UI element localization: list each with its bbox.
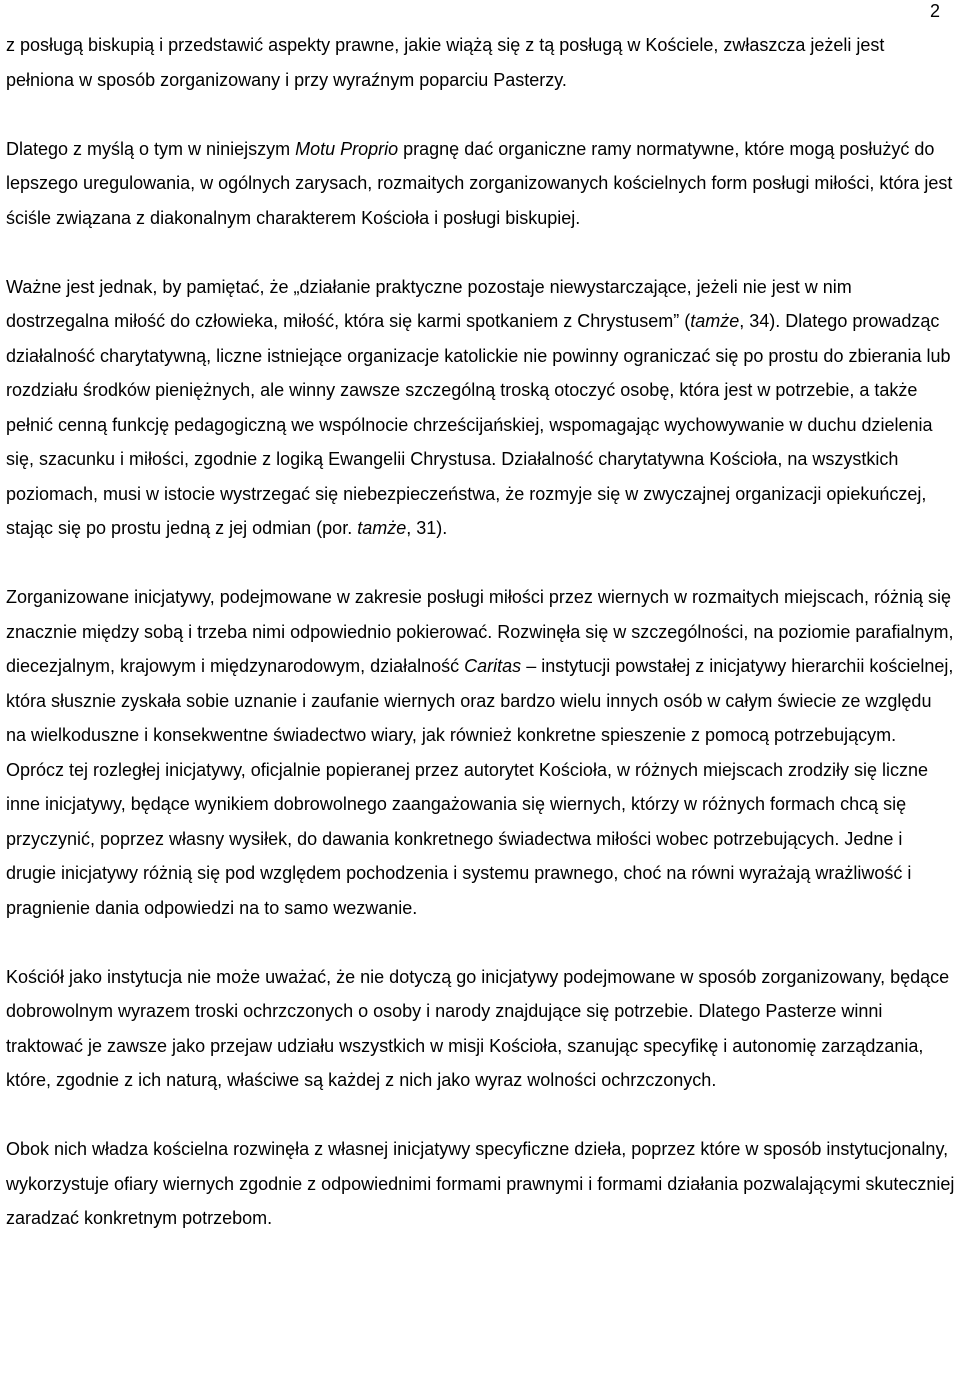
text-segment: , 34). Dlatego prowadząc działalność charytatywną, liczne istniejące organizacje katolickie nie powinny ograniczać się po prostu do zbierania lub rozdziału środków pieniężnych, ale winny zawsze szczególną troską otoczyć osobę, która jest w potrzebie, a także pełnić cenną funkcję pedagogiczną we wspólnocie chrześcijańskiej, wspomagając wychowywanie w duchu dzielenia się, szacunku i miłości, zgodnie z logiką Ewangelii Chrystusa. Działalność charytatywna Kościoła, na wszystkich poziomach, musi w istocie wystrzegać się niebezpieczeństwa, że rozmyje się w zwyczajnej organizacji opiekuńczej, stając się po prostu jedną z jej odmian (por. [6,311,951,538]
document-body [6,28,956,1236]
paragraph [6,580,956,925]
paragraph [6,960,956,1098]
text-segment: Kościół jako instytucja nie może uważać, że nie dotyczą go inicjatywy podejmowane w sposób zorganizowany, będące dobrowolnym wyrazem troski ochrzczonych o osoby i narody znajdujące się potrzebie. Dlatego Pasterze winni traktować je zawsze jako przejaw udziału wszystkich w misji Kościoła, szanując specyfikę i autonomię zarządzania, które, zgodnie z ich naturą, właściwe są każdej z nich jako wyraz wolności ochrzczonych. [6,966,950,1090]
text-segment: Ważne jest jednak, by pamiętać, że „działanie praktyczne pozostaje niewystarczające, jeżeli nie jest w nim dostrzegalna miłość do człowieka, miłość, która się karmi spotkaniem z Chrystusem” ( [6,276,852,331]
paragraph [6,28,956,97]
text-segment: Dlatego z myślą o tym w niniejszym [6,138,296,159]
text-segment: Zorganizowane inicjatywy, podejmowane w zakresie posługi miłości przez wiernych w rozmaitych miejscach, różnią się znacznie między sobą i trzeba nimi odpowiednio pokierować. Rozwinęła się w szczególności, na poziomie parafialnym, diecezjalnym, krajowym i międzynarodowym, działalność [6,587,954,676]
page-number: 2 [929,1,940,21]
text-segment: Obok nich władza kościelna rozwinęła z własnej inicjatywy specyficzne dzieła, poprzez które w sposób instytucjonalny, wykorzystuje ofiary wiernych zgodnie z odpowiednimi formami prawnymi i formami działania pozwalającymi skuteczniej zaradzać konkretnym potrzebom. [6,1139,955,1228]
paragraph [6,270,956,546]
italic-text-segment: Motu Proprio [295,138,399,159]
italic-text-segment: tamże [357,518,407,538]
italic-text-segment: Caritas [464,656,522,676]
text-segment: , 31). [406,518,448,538]
italic-text-segment: tamże [690,311,740,331]
text-segment: – instytucji powstałej z inicjatywy hierarchii kościelnej, która słusznie zyskała sobie uznanie i zaufanie wiernych oraz bardzo wielu innych osób w całym świecie ze względu na wielkoduszne i konsekwentne świadectwo wiary, jak również konkretne spieszenie z pomocą potrzebującym. Oprócz tej rozległej inicjatywy, oficjalnie popieranej przez autorytet Kościoła, w różnych miejscach zrodziły się liczne inne inicjatywy, będące wynikiem dobrowolnego zaangażowania się wiernych, którzy w różnych formach chcą się przyczynić, poprzez własny wysiłek, do dawania konkretnego świadectwa miłości wobec potrzebujących. Jedne i drugie inicjatywy różnią się pod względem pochodzenia i systemu prawnego, choć na równi wyrażają wrażliwość i pragnienie dania odpowiedzi na to samo wezwanie. [6,656,954,918]
text-segment: z posługą biskupią i przedstawić aspekty prawne, jakie wiążą się z tą posługą w Kościele, zwłaszcza jeżeli jest pełniona w sposób zorganizowany i przy wyraźnym poparciu Pasterzy. [6,35,885,90]
text-segment: pragnę dać organiczne ramy normatywne, które mogą posłużyć do lepszego uregulowania, w ogólnych zarysach, rozmaitych zorganizowanych kościelnych form posługi miłości, która jest ściśle związana z diakonalnym charakterem Kościoła i posługi biskupiej. [6,138,953,228]
paragraph [6,1132,956,1236]
paragraph [6,132,956,236]
